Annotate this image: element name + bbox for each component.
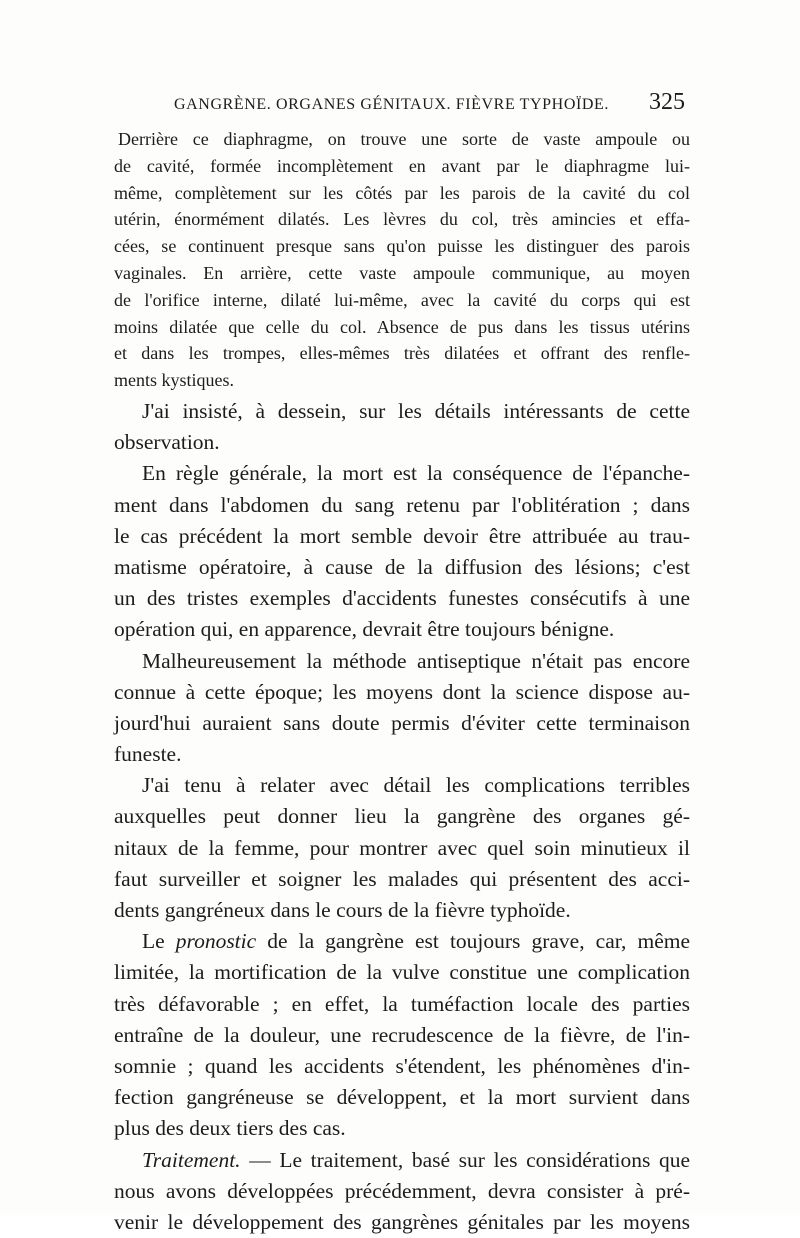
body-line: entraîne de la douleur, une recrudescence de la fièvre, de l'in- bbox=[114, 1022, 690, 1047]
body-line: dents gangréneux dans le cours de la fièvre typhoïde. bbox=[114, 898, 571, 922]
body-line-traitement bbox=[114, 1145, 690, 1176]
traitement-heading: Traitement. bbox=[142, 1147, 241, 1172]
note-line: vaginales. En arrière, cette vaste ampoule communique, au moyen bbox=[114, 262, 690, 283]
body-line: somnie ; quand les accidents s'étendent, les phénomènes d'in- bbox=[114, 1053, 690, 1078]
body-line: jourd'hui auraient sans doute permis d'éviter cette terminaison bbox=[114, 710, 690, 735]
body-line: nitaux de la femme, pour montrer avec quel soin minutieux il bbox=[114, 835, 690, 860]
body-line: nous avons développées précédemment, devra consister à pré- bbox=[114, 1178, 690, 1203]
page-number: 325 bbox=[649, 89, 685, 115]
body-line: observation. bbox=[114, 430, 220, 455]
body-line: opération qui, en apparence, devrait être toujours bénigne. bbox=[114, 617, 615, 642]
note-line: moins dilatée que celle du col. Absence de pus dans les tissus utérins bbox=[114, 316, 690, 337]
running-header bbox=[174, 89, 685, 126]
traitement-rest: — Le traitement, basé sur les considérations que bbox=[249, 1147, 691, 1172]
note-line: même, complètement sur les côtés par les parois de la cavité du col bbox=[114, 182, 690, 203]
pronostic-term: pronostic bbox=[175, 929, 257, 954]
body-line: le cas précédent la mort semble devoir être attribuée au trau- bbox=[114, 523, 690, 548]
main-text bbox=[114, 396, 690, 1238]
body-line: très défavorable ; en effet, la tuméfaction locale des parties bbox=[114, 991, 690, 1016]
body-line: J'ai insisté, à dessein, sur les détails intéressants de cette bbox=[142, 399, 690, 423]
body-line: matisme opératoire, à cause de la diffusion des lésions; c'est bbox=[114, 554, 690, 579]
body-line: En règle générale, la mort est la conséquence de l'épanche- bbox=[142, 461, 690, 486]
note-line: ments kystiques. bbox=[114, 370, 234, 391]
body-line: ment dans l'abdomen du sang retenu par l'oblitération ; dans bbox=[114, 492, 690, 517]
body-line: venir le développement des gangrènes génitales par les moyens bbox=[114, 1209, 690, 1234]
note-line: utérin, énormément dilatés. Les lèvres du col, très amincies et effa- bbox=[114, 209, 690, 230]
note-line: de cavité, formée incomplètement en avant par le diaphragme lui- bbox=[114, 155, 690, 176]
observation-note bbox=[114, 126, 690, 394]
note-line: de l'orifice interne, dilaté lui-même, avec la cavité du corps qui est bbox=[114, 289, 690, 310]
note-line: Derrière ce diaphragme, on trouve une sorte de vaste ampoule ou bbox=[118, 129, 690, 149]
body-line: fection gangréneuse se développent, et la mort survient dans bbox=[114, 1085, 690, 1110]
body-line-pronostic bbox=[114, 926, 690, 957]
body-line: faut surveiller et soigner les malades qui présentent des acci- bbox=[114, 866, 690, 891]
body-line: limitée, la mortification de la vulve constitue une complication bbox=[114, 960, 690, 985]
body-line: plus des deux tiers des cas. bbox=[114, 1116, 346, 1141]
pronostic-rest: de la gangrène est toujours grave, car, même bbox=[267, 929, 691, 954]
body-line: J'ai tenu à relater avec détail les complications terribles bbox=[142, 773, 690, 798]
body-line: un des tristes exemples d'accidents funestes consécutifs à une bbox=[114, 586, 690, 611]
body-line: connue à cette époque; les moyens dont la science dispose au- bbox=[114, 679, 690, 704]
pronostic-lead: Le bbox=[142, 929, 165, 954]
body-line: funeste. bbox=[114, 742, 182, 767]
body-line: Malheureusement la méthode antiseptique n'était pas encore bbox=[142, 648, 690, 673]
note-line: et dans les trompes, elles-mêmes très dilatées et offrant des renfle- bbox=[114, 343, 690, 364]
note-line: cées, se continuent presque sans qu'on puisse les distinguer des parois bbox=[114, 236, 690, 257]
running-header-title: GANGRÈNE. ORGANES GÉNITAUX. FIÈVRE TYPHOÏDE. bbox=[174, 96, 610, 113]
body-line: auxquelles peut donner lieu la gangrène des organes gé- bbox=[114, 804, 690, 829]
